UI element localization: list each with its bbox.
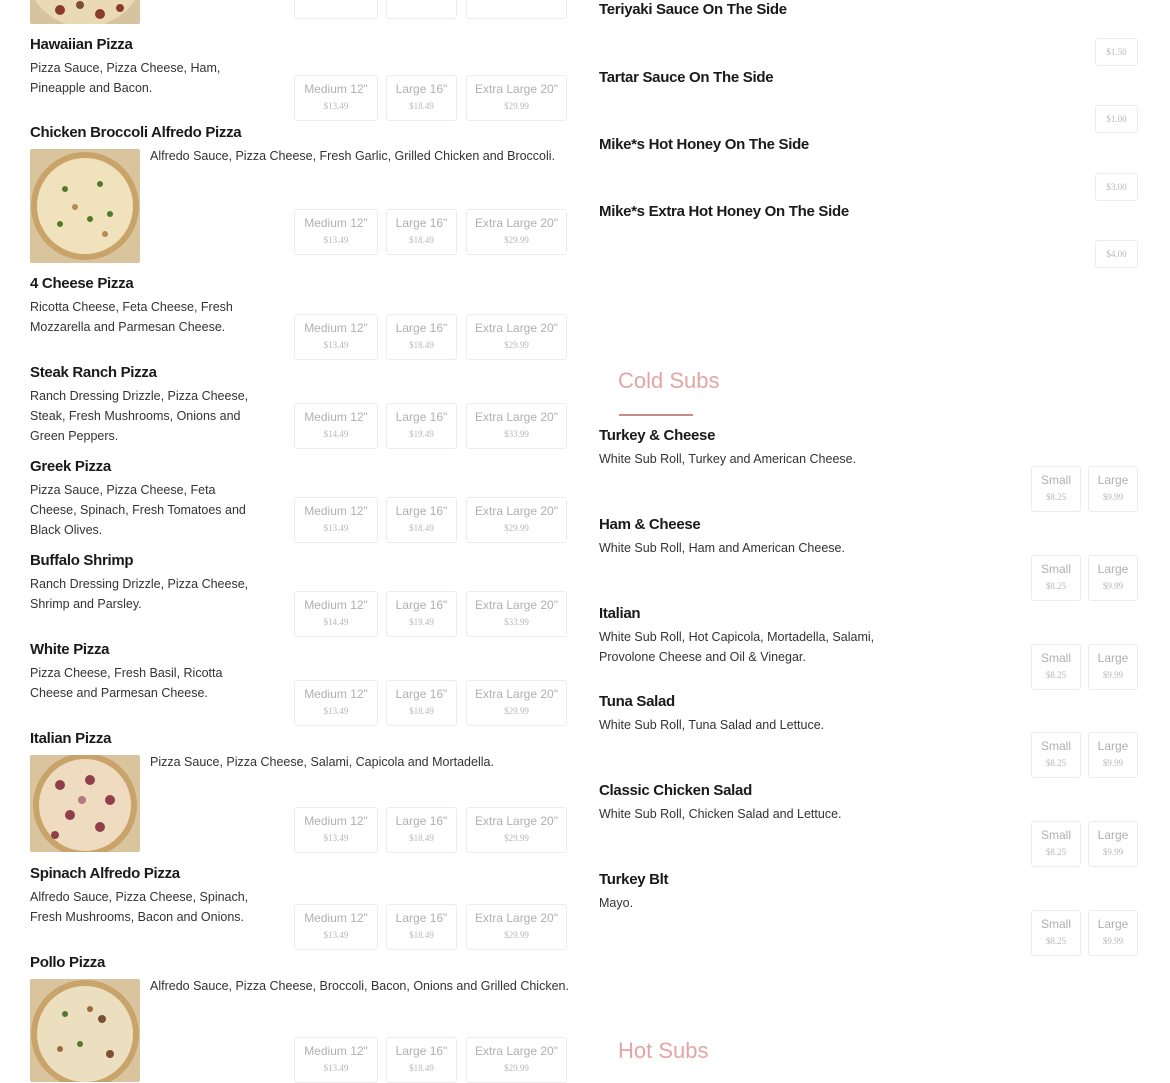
size-option-medium[interactable] xyxy=(294,0,378,19)
size-option-extra-large[interactable]: Extra Large 20" $33.99 xyxy=(466,403,567,449)
item-title: White Pizza xyxy=(30,641,110,658)
size-option-small[interactable]: Small $8.25 xyxy=(1031,644,1081,690)
size-option-large[interactable]: Large 16" $18.49 xyxy=(386,497,457,543)
size-option-medium[interactable]: Medium 12" $13.49 xyxy=(294,904,378,950)
size-option-small[interactable]: Small $8.25 xyxy=(1031,555,1081,601)
size-option-large[interactable]: Large 16" $18.49 xyxy=(386,904,457,950)
size-option-extra-large[interactable]: Extra Large 20" $29.99 xyxy=(466,209,567,255)
item-description: Ranch Dressing Drizzle, Pizza Cheese, Steak, Fresh Mushrooms, Onions and Green Peppers. xyxy=(30,389,249,443)
size-option-extra-large[interactable] xyxy=(466,0,567,19)
item-description: White Sub Roll, Turkey and American Cheese. xyxy=(599,452,857,466)
size-option-extra-large[interactable]: Extra Large 20" $29.99 xyxy=(466,904,567,950)
size-option-small[interactable]: Small $8.25 xyxy=(1031,732,1081,778)
pizza-image xyxy=(30,979,140,1082)
size-option-large[interactable]: Large 16" $18.49 xyxy=(386,1037,457,1083)
item-title: Tuna Salad xyxy=(599,693,675,710)
size-option-small[interactable]: Small $8.25 xyxy=(1031,821,1081,867)
item-description: Pizza Sauce, Pizza Cheese, Salami, Capicola and Mortadella. xyxy=(150,755,494,769)
item-description: White Sub Roll, Chicken Salad and Lettuce. xyxy=(599,807,842,821)
size-option-extra-large[interactable]: Extra Large 20" $29.99 xyxy=(466,314,567,360)
size-option-large[interactable]: Large $9.99 xyxy=(1088,732,1138,778)
item-title: Turkey Blt xyxy=(599,871,669,888)
item-title: Italian Pizza xyxy=(30,730,112,747)
item-title: Ham & Cheese xyxy=(599,516,701,533)
pizza-image xyxy=(30,755,140,852)
price-option[interactable]: $3.00 xyxy=(1095,173,1138,201)
item-title: Chicken Broccoli Alfredo Pizza xyxy=(30,124,242,141)
pizza-image xyxy=(30,149,140,263)
item-title: Classic Chicken Salad xyxy=(599,782,752,799)
size-option-extra-large[interactable]: Extra Large 20" $29.99 xyxy=(466,1037,567,1083)
price-option[interactable]: $1.00 xyxy=(1095,105,1138,133)
item-description: White Sub Roll, Ham and American Cheese. xyxy=(599,541,845,555)
size-option-extra-large[interactable]: Extra Large 20" $29.99 xyxy=(466,497,567,543)
size-option-large[interactable]: Large $9.99 xyxy=(1088,466,1138,512)
size-option-large[interactable]: Large $9.99 xyxy=(1088,555,1138,601)
item-title: Greek Pizza xyxy=(30,458,111,475)
size-option-large[interactable]: Large 16" $19.49 xyxy=(386,403,457,449)
item-title: Turkey & Cheese xyxy=(599,427,716,444)
item-description: Pizza Sauce, Pizza Cheese, Feta Cheese, Spinach, Fresh Tomatoes and Black Olives. xyxy=(30,483,246,537)
item-description: White Sub Roll, Hot Capicola, Mortadella, Salami, Provolone Cheese and Oil & Vinegar. xyxy=(599,630,875,664)
size-option-large[interactable]: Large $9.99 xyxy=(1088,910,1138,956)
size-option-medium[interactable]: Medium 12" $14.49 xyxy=(294,591,378,637)
item-title: Tartar Sauce On The Side xyxy=(599,69,774,86)
size-option-medium[interactable]: Medium 12" $13.49 xyxy=(294,1037,378,1083)
item-description: Alfredo Sauce, Pizza Cheese, Broccoli, Bacon, Onions and Grilled Chicken. xyxy=(150,979,569,993)
size-option-extra-large[interactable]: Extra Large 20" $29.99 xyxy=(466,75,567,121)
item-description: Mayo. xyxy=(599,896,634,910)
size-option-large[interactable]: Large $9.99 xyxy=(1088,644,1138,690)
size-option-extra-large[interactable]: Extra Large 20" $29.99 xyxy=(466,680,567,726)
size-option-large[interactable]: Large 16" $18.49 xyxy=(386,680,457,726)
item-title: Mike*s Extra Hot Honey On The Side xyxy=(599,203,849,220)
item-title: Spinach Alfredo Pizza xyxy=(30,865,180,882)
price-option[interactable]: $1.50 xyxy=(1095,38,1138,66)
size-option-large[interactable] xyxy=(386,0,457,19)
price-option[interactable]: $4.00 xyxy=(1095,240,1138,268)
size-option-medium[interactable]: Medium 12" $14.49 xyxy=(294,403,378,449)
size-option-small[interactable]: Small $8.25 xyxy=(1031,466,1081,512)
size-option-large[interactable]: Large 16" $19.49 xyxy=(386,591,457,637)
item-description: Alfredo Sauce, Pizza Cheese, Spinach, Fresh Mushrooms, Bacon and Onions. xyxy=(30,890,249,924)
size-option-large[interactable]: Large 16" $18.49 xyxy=(386,209,457,255)
item-title: Steak Ranch Pizza xyxy=(30,364,157,381)
item-description: White Sub Roll, Tuna Salad and Lettuce. xyxy=(599,718,825,732)
size-option-medium[interactable]: Medium 12" $13.49 xyxy=(294,497,378,543)
size-option-medium[interactable]: Medium 12" $13.49 xyxy=(294,680,378,726)
item-description: Ranch Dressing Drizzle, Pizza Cheese, Shrimp and Parsley. xyxy=(30,577,249,611)
item-title: Hawaiian Pizza xyxy=(30,36,133,53)
size-option-large[interactable]: Large 16" $18.49 xyxy=(386,75,457,121)
size-option-extra-large[interactable]: Extra Large 20" $33.99 xyxy=(466,591,567,637)
item-title: 4 Cheese Pizza xyxy=(30,275,134,292)
item-title: Teriyaki Sauce On The Side xyxy=(599,1,787,18)
item-description: Alfredo Sauce, Pizza Cheese, Fresh Garlic, Grilled Chicken and Broccoli. xyxy=(150,149,556,163)
size-option-medium[interactable]: Medium 12" $13.49 xyxy=(294,75,378,121)
item-description: Pizza Sauce, Pizza Cheese, Ham, Pineapple and Bacon. xyxy=(30,61,221,95)
item-title: Italian xyxy=(599,605,641,622)
item-title: Buffalo Shrimp xyxy=(30,552,134,569)
item-title: Mike*s Hot Honey On The Side xyxy=(599,136,809,153)
size-option-extra-large[interactable]: Extra Large 20" $29.99 xyxy=(466,807,567,853)
size-option-medium[interactable]: Medium 12" $13.49 xyxy=(294,314,378,360)
size-option-medium[interactable]: Medium 12" $13.49 xyxy=(294,807,378,853)
size-option-large[interactable]: Large 16" $18.49 xyxy=(386,314,457,360)
item-description: Pizza Cheese, Fresh Basil, Ricotta Cheese and Parmesan Cheese. xyxy=(30,666,223,700)
section-heading-hot-subs: Hot Subs xyxy=(618,1038,709,1063)
section-heading-cold-subs: Cold Subs xyxy=(618,368,720,393)
item-description: Ricotta Cheese, Feta Cheese, Fresh Mozzarella and Parmesan Cheese. xyxy=(30,300,233,334)
size-option-large[interactable]: Large $9.99 xyxy=(1088,821,1138,867)
size-option-large[interactable]: Large 16" $18.49 xyxy=(386,807,457,853)
section-underline xyxy=(619,414,693,416)
pizza-image-partial xyxy=(30,0,140,24)
size-option-medium[interactable]: Medium 12" $13.49 xyxy=(294,209,378,255)
item-title: Pollo Pizza xyxy=(30,954,106,971)
size-option-small[interactable]: Small $8.25 xyxy=(1031,910,1081,956)
